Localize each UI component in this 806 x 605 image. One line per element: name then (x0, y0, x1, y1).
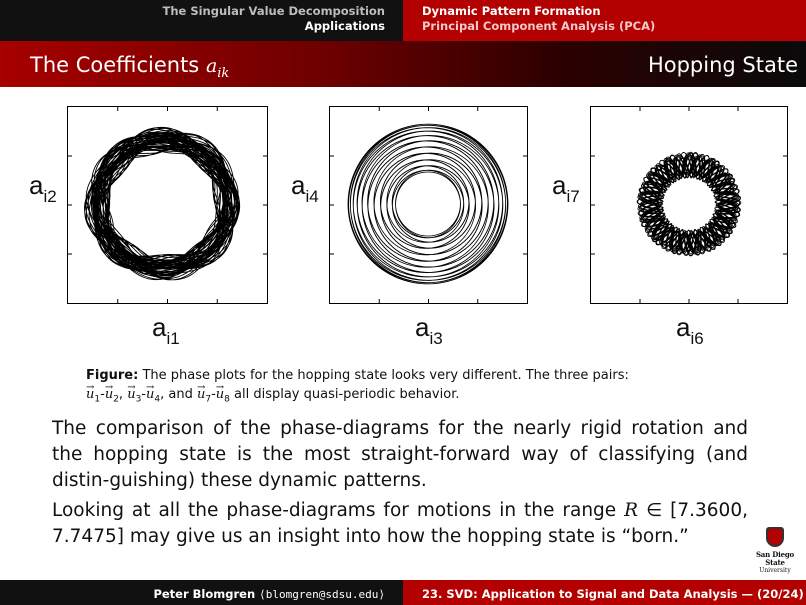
phase-plot-2-ylabel-sub: i4 (305, 187, 319, 206)
phase-plot-3-ylabel-base: a (552, 170, 567, 200)
header-section-left[interactable] (0, 0, 403, 41)
header-section-2-sub[interactable]: Principal Component Analysis (PCA) (422, 19, 656, 33)
phase-plot-1-ylabel-base: a (29, 170, 44, 200)
vector-u1-letter: u (86, 387, 95, 402)
phase-plot-2-ylabel (291, 172, 319, 210)
vector-u2-letter: u (104, 387, 114, 402)
footer-talk-title[interactable]: 23. SVD: Application to Signal and Data Analysis — (20/24) (403, 580, 806, 605)
vector-u3-letter: u (127, 387, 136, 402)
caption-dash-1: - (100, 387, 105, 402)
caption-sep-2: , and (160, 387, 197, 402)
figure-caption (86, 366, 746, 410)
vector-u7-sub: 7 (205, 394, 212, 405)
university-logo (748, 527, 802, 574)
phase-plot-2-xlabel-base: a (415, 312, 430, 342)
vector-u4-letter: u (146, 387, 155, 402)
phase-plot-2-canvas (330, 107, 527, 303)
vector-u1 (86, 387, 94, 402)
phase-plot-1-xlabel-sub: i1 (166, 329, 180, 348)
figure-caption-line1: The phase plots for the hopping state looks very different. The three pairs: (138, 368, 629, 383)
header-section-right[interactable] (403, 0, 806, 41)
footer-author[interactable] (0, 580, 403, 605)
logo-line-1: San Diego State (755, 550, 795, 567)
phase-plot-3 (590, 106, 788, 304)
caption-dash-2: - (141, 387, 146, 402)
phase-plot-1-ylabel (29, 172, 57, 210)
vector-u1-sub: 1 (94, 394, 101, 405)
phase-plot-3-xlabel-sub: i6 (690, 329, 704, 348)
phase-plot-3-ylabel-sub: i7 (566, 187, 580, 206)
header-section-1-sub[interactable]: Applications (304, 19, 385, 33)
page-title-math-sub: ik (217, 65, 230, 81)
header-section-2[interactable]: Dynamic Pattern Formation (422, 4, 601, 18)
page-title-text: The Coefficients (30, 53, 206, 77)
caption-dash-3: - (211, 387, 216, 402)
page-title-math-base: a (205, 55, 218, 77)
figure-caption-tail: all display quasi-periodic behavior. (229, 387, 460, 402)
body-paragraph-2-b: ∈ [7.3600, 7.7475] may give us an insight into how the hopping state is “born.” (52, 500, 748, 547)
phase-plot-1-canvas (68, 107, 267, 303)
page-title (30, 53, 229, 81)
body-paragraph-2 (52, 498, 748, 550)
vector-u2-sub: 2 (113, 394, 119, 405)
phase-plot-2-ylabel-base: a (291, 170, 306, 200)
phase-plot-1 (67, 106, 268, 304)
vector-u7 (197, 387, 205, 402)
phase-plot-1-ylabel-sub: i2 (43, 187, 57, 206)
vector-u8-sub: 8 (224, 394, 230, 405)
vector-u8-letter: u (215, 387, 225, 402)
phase-plot-3-xlabel (676, 314, 704, 352)
phase-plot-3-canvas (591, 107, 787, 303)
vector-u2 (105, 387, 113, 402)
frame-subtitle: Hopping State (647, 53, 798, 77)
body-paragraph-2-a: Looking at all the phase-diagrams for motions in the range (52, 500, 625, 521)
footer-author-name: Peter Blomgren (153, 587, 256, 601)
phase-plot-2-xlabel (415, 314, 443, 352)
body-paragraph-2-R: R (624, 500, 639, 521)
vector-u4 (146, 387, 154, 402)
footer-author-email: ⟨blomgren@sdsu.edu⟩ (259, 588, 385, 601)
footer-bar (0, 580, 806, 605)
page-title-math (205, 55, 230, 81)
vector-u8 (216, 387, 224, 402)
phase-plot-1-xlabel (152, 314, 180, 352)
body-paragraph-1: The comparison of the phase-diagrams for the nearly rigid rotation and the hopping state is the most straight-forward way of classifying (and distin-guishing) these dynamic patterns. (52, 418, 748, 491)
figure-caption-label: Figure: (86, 368, 139, 383)
title-bar (0, 41, 806, 87)
caption-sep-1: , (118, 387, 128, 402)
vector-u3-sub: 3 (135, 394, 142, 405)
phase-plot-1-xlabel-base: a (152, 312, 167, 342)
vector-u4-sub: 4 (154, 394, 161, 405)
logo-line-2: University (759, 567, 791, 574)
phase-plot-3-xlabel-base: a (676, 312, 691, 342)
vector-u7-letter: u (196, 387, 206, 402)
phase-plot-2-xlabel-sub: i3 (429, 329, 443, 348)
phase-plot-3-ylabel (552, 172, 580, 210)
vector-u3 (127, 387, 135, 402)
phase-plot-2 (329, 106, 528, 304)
seal-icon (766, 527, 784, 547)
header-section-1[interactable]: The Singular Value Decomposition (162, 4, 385, 18)
header-bar (0, 0, 806, 41)
